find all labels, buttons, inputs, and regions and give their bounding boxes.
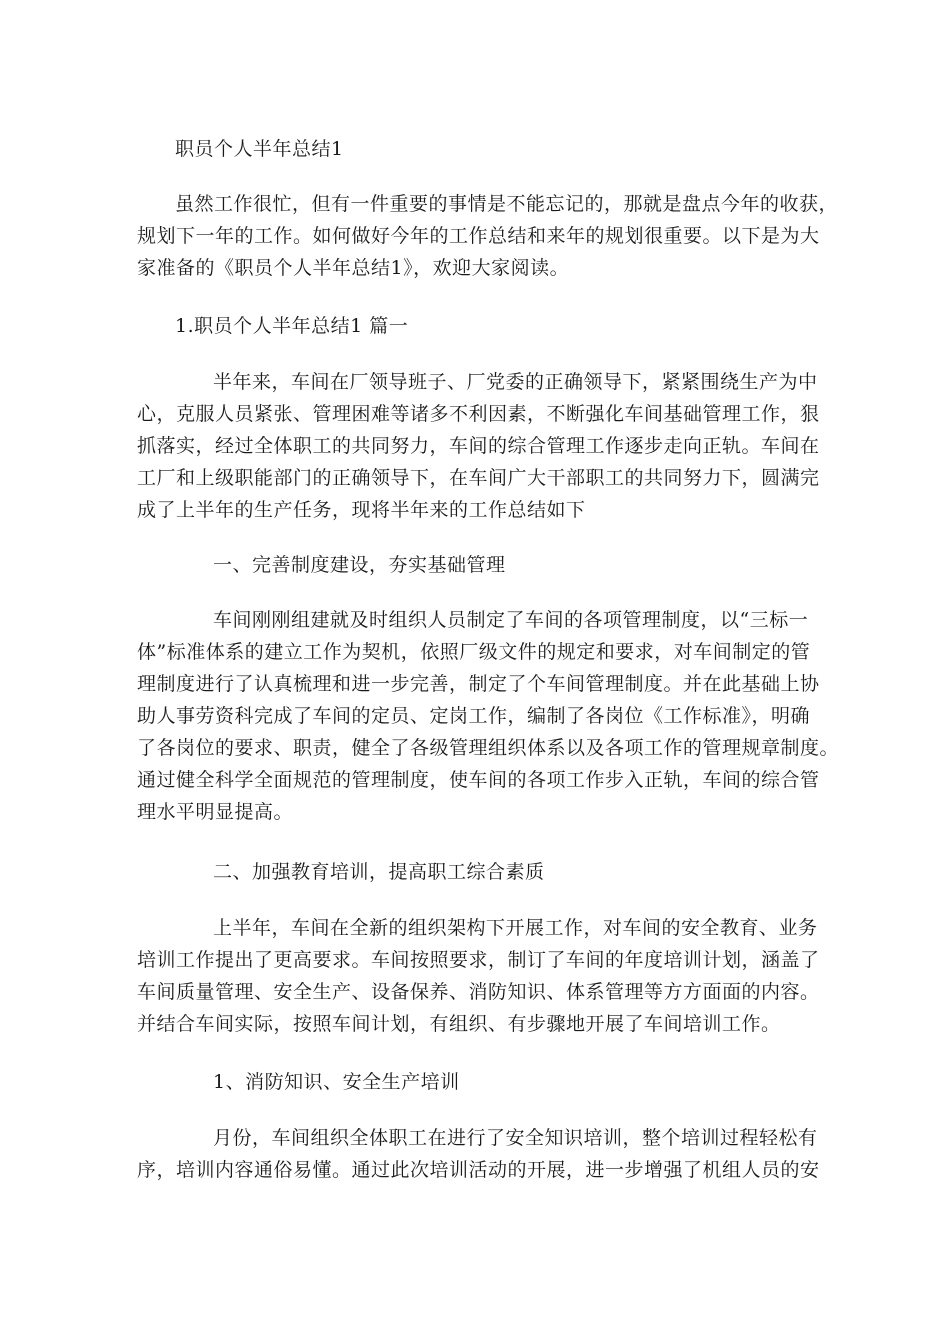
document-title: [137, 133, 817, 165]
text-line: 半年来，车间在厂领导班子、厂党委的正确领导下，紧紧围绕生产为中: [213, 371, 818, 393]
text-line: 规划下一年的工作。如何做好今年的工作总结和来年的规划很重要。以下是为大: [137, 225, 820, 247]
title-line: 职员个人半年总结1: [175, 138, 344, 160]
text-line: 通过健全科学全面规范的管理制度，使车间的各项工作步入正轨，车间的综合管: [137, 769, 820, 791]
text-line: 培训工作提出了更高要求。车间按照要求，制订了车间的年度培训计划，涵盖了: [137, 949, 820, 971]
paragraph-4: [137, 1122, 820, 1186]
text-line: 心，克服人员紧张、管理困难等诸多不利因素，不断强化车间基础管理工作，狠: [137, 403, 820, 425]
heading-line: 一、完善制度建设，夯实基础管理: [213, 554, 506, 576]
section-heading: [137, 310, 817, 342]
heading-line: 1、消防知识、安全生产培训: [213, 1071, 460, 1093]
text-line: 上半年，车间在全新的组织架构下开展工作，对车间的安全教育、业务: [213, 917, 818, 939]
text-line: 成了上半年的生产任务，现将半年来的工作总结如下: [137, 499, 586, 521]
subheading-one: [137, 549, 817, 581]
paragraph-2: [137, 604, 840, 828]
text-line: 并结合车间实际，按照车间计划，有组织、有步骤地开展了车间培训工作。: [137, 1013, 781, 1035]
text-line: 助人事劳资科完成了车间的定员、定岗工作，编制了各岗位《工作标准》，明确: [137, 705, 811, 727]
subheading-three: [137, 1066, 817, 1098]
text-line: 月份，车间组织全体职工在进行了安全知识培训，整个培训过程轻松有: [213, 1127, 818, 1149]
heading-line: 二、加强教育培训，提高职工综合素质: [213, 861, 545, 883]
text-line: 车间刚刚组建就及时组织人员制定了车间的各项管理制度，以“三标一: [213, 609, 809, 631]
text-line: 理制度进行了认真梳理和进一步完善，制定了个车间管理制度。并在此基础上协: [137, 673, 820, 695]
intro-paragraph: [137, 188, 839, 284]
text-line: 了各岗位的要求、职责，健全了各级管理组织体系以及各项工作的管理规章制度。: [137, 737, 840, 759]
text-line: 抓落实，经过全体职工的共同努力，车间的综合管理工作逐步走向正轨。车间在: [137, 435, 820, 457]
text-line: 工厂和上级职能部门的正确领导下，在车间广大干部职工的共同努力下，圆满完: [137, 467, 820, 489]
text-line: 序，培训内容通俗易懂。通过此次培训活动的开展，进一步增强了机组人员的安: [137, 1159, 820, 1181]
subheading-two: [137, 856, 817, 888]
text-line: 虽然工作很忙，但有一件重要的事情是不能忘记的，那就是盘点今年的收获，: [175, 193, 839, 215]
heading-line: 1.职员个人半年总结1 篇一: [175, 315, 409, 337]
text-line: 体”标准体系的建立工作为契机，依照厂级文件的规定和要求，对车间制定的管: [137, 641, 811, 663]
text-line: 理水平明显提高。: [137, 801, 294, 823]
paragraph-3: [137, 912, 820, 1040]
text-line: 家准备的《职员个人半年总结1》，欢迎大家阅读。: [137, 257, 570, 279]
paragraph-1: [137, 366, 820, 526]
text-line: 车间质量管理、安全生产、设备保养、消防知识、体系管理等方方面面的内容。: [137, 981, 820, 1003]
